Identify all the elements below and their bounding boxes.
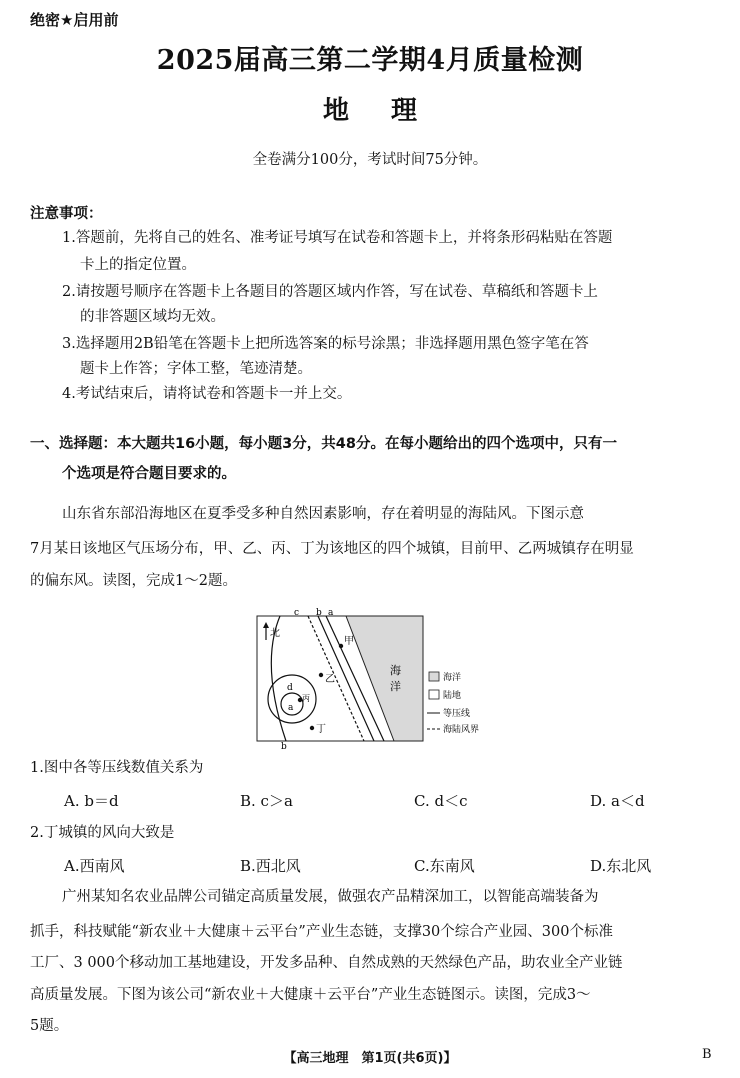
town-ding-dot	[310, 726, 314, 730]
subject-title: 地理	[322, 96, 459, 126]
exam-info: 全卷满分100分，考试时间75分钟。	[252, 152, 488, 168]
notice-item-4: 4.考试结束后，请将试卷和答题卡一并上交。	[62, 386, 352, 402]
footer-label: 【高三地理 第1页(共6页)】	[283, 1051, 457, 1066]
isobar-label-a-top: a	[328, 608, 334, 618]
town-jia-label: 甲	[344, 636, 354, 647]
question-1-option-b[interactable]: B. c＞a	[240, 792, 293, 810]
town-yi-dot	[319, 673, 323, 677]
notice-item-3-line-2: 题卡上作答；字体工整，笔迹清楚。	[80, 361, 312, 377]
question-2-option-c[interactable]: C.东南风	[414, 857, 475, 875]
paper-version: B	[702, 1047, 712, 1062]
passage-1-line-3: 的偏东风。读图，完成1～2题。	[30, 573, 237, 589]
town-jia-dot	[339, 644, 343, 648]
town-yi-label: 乙	[325, 674, 335, 685]
question-2-option-a[interactable]: A.西南风	[64, 857, 125, 875]
north-label: 北	[270, 628, 280, 639]
sea-label-2: 洋	[390, 680, 401, 693]
passage-2-line-1: 广州某知名农业品牌公司锚定高质量发展，做强农产品精深加工，以智能高端装备为	[62, 889, 599, 905]
question-1-option-c[interactable]: C. d＜c	[414, 792, 468, 810]
isobar-label-d: d	[287, 683, 293, 693]
question-2-stem: 2.丁城镇的风向大致是	[30, 825, 175, 841]
legend-land-swatch	[429, 690, 439, 699]
pressure-map-figure	[250, 604, 500, 750]
passage-1-line-1: 山东省东部沿海地区在夏季受多种自然因素影响，存在着明显的海陆风。下图示意	[62, 506, 584, 522]
isobar-label-b-bottom: b	[281, 742, 287, 750]
isobar-label-c: c	[294, 608, 300, 618]
sea-label-1: 海	[390, 664, 401, 677]
town-bing-label: 丙	[302, 694, 310, 703]
isobar-label-a-center: a	[288, 703, 294, 713]
isobar-label-b-top: b	[316, 608, 322, 618]
legend-boundary-label: 海陆风界	[443, 725, 480, 735]
passage-2-line-2: 抓手，科技赋能“新农业＋大健康＋云平台”产业生态链，支撑30个综合产业园、300个标准	[30, 924, 613, 940]
question-2-option-b[interactable]: B.西北风	[240, 857, 301, 875]
question-2-option-d[interactable]: D.东北风	[590, 857, 652, 875]
notice-item-1-line-1: 1.答题前，先将自己的姓名、准考证号填写在试卷和答题卡上，并将条形码粘贴在答题	[62, 230, 613, 246]
confidential-mark: 绝密★启用前	[30, 11, 119, 29]
section-heading-line-1: 一、选择题：本大题共16小题，每小题3分，共48分。在每小题给出的四个选项中，只有一	[30, 436, 617, 452]
question-1-option-a[interactable]: A. b＝d	[64, 792, 119, 810]
notice-item-2-line-1: 2.请按题号顺序在答题卡上各题目的答题区域内作答，写在试卷、草稿纸和答题卡上	[62, 284, 598, 300]
passage-1-line-2: 7月某日该地区气压场分布，甲、乙、丙、丁为该地区的四个城镇，目前甲、乙两城镇存在明显	[30, 541, 634, 557]
passage-2-line-3: 工厂、3 000个移动加工基地建设，开发多品种、自然成熟的天然绿色产品，助农业全产业链	[30, 955, 623, 971]
passage-2-line-5: 5题。	[30, 1018, 69, 1034]
legend-land-label: 陆地	[443, 691, 462, 701]
notice-item-2-line-2: 的非答题区域均无效。	[80, 309, 225, 325]
legend-isobar-label: 等压线	[443, 709, 471, 719]
legend-ocean-swatch	[429, 672, 439, 681]
question-1-option-d[interactable]: D. a＜d	[590, 792, 645, 810]
exam-title: 2025届高三第二学期4月质量检测	[156, 45, 584, 76]
passage-2-line-4: 高质量发展。下图为该公司“新农业＋大健康＋云平台”产业生态链图示。读图，完成3～	[30, 987, 591, 1003]
legend-ocean-label: 海洋	[443, 673, 462, 683]
notice-item-3-line-1: 3.选择题用2B铅笔在答题卡上把所选答案的标号涂黑；非选择题用黑色签字笔在答	[62, 336, 589, 352]
notice-heading: 注意事项：	[30, 206, 103, 222]
section-heading-line-2: 个选项是符合题目要求的。	[62, 466, 236, 482]
town-ding-label: 丁	[316, 724, 326, 735]
page-footer	[0, 1047, 740, 1066]
question-1-stem: 1.图中各等压线数值关系为	[30, 760, 204, 776]
notice-item-1-line-2: 卡上的指定位置。	[80, 257, 196, 273]
